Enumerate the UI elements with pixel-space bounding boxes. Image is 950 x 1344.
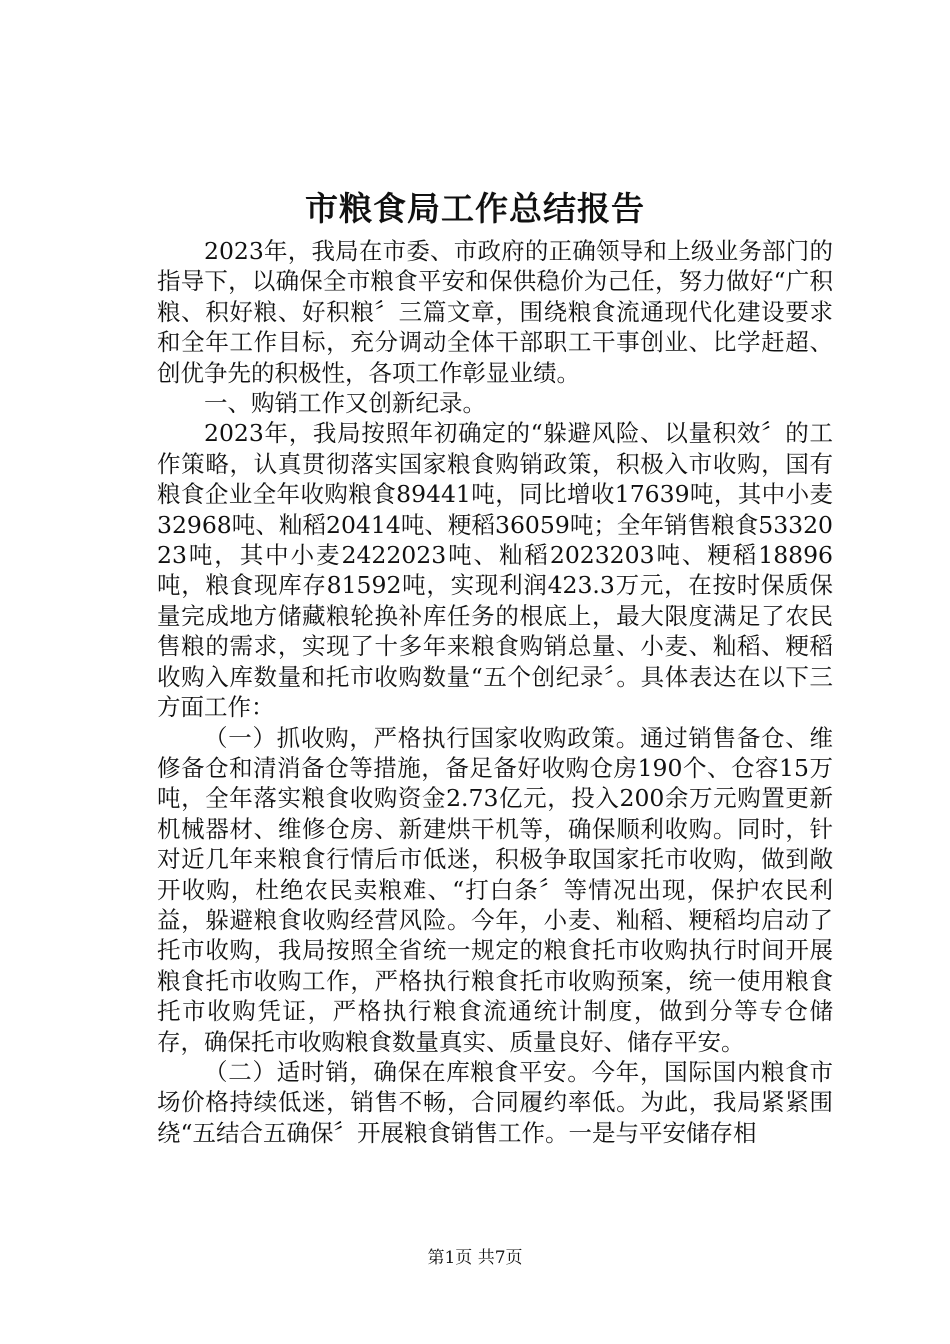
page-number-footer: 第1页 共7页: [427, 1248, 523, 1268]
paragraph-purchase-sales: 2023年，我局按照年初确定的“躲避风险、以量积效〞的工作策略，认真贯彻落实国家粮食购销政策，积极入市收购，国有粮食企业全年收购粮食89441吨，同比增收17639吨，其中小麦32968吨、籼稻20414吨、粳稻36059吨；全年销售粮食5332023吨，其中小麦2422023吨、籼稻2023203吨、粳稻18896吨，粮食现库存81592吨，实现利润423.3万元，在按时保质保量完成地方储藏粮轮换补库任务的根底上，最大限度满足了农民售粮的需求，实现了十多年来粮食购销总量、小麦、籼稻、粳稻收购入库数量和托市收购数量“五个创纪录〞。具体表达在以下三方面工作：: [157, 419, 833, 722]
paragraph-subsection-1: （一）抓收购，严格执行国家收购政策。通过销售备仓、维修备仓和清消备仓等措施，备足备好收购仓房190个、仓容15万吨，全年落实粮食收购资金2.73亿元，投入200余万元购置更新机械器材、维修仓房、新建烘干机等，确保顺利收购。同时，针对近几年来粮食行情后市低迷，积极争取国家托市收购，做到敞开收购，杜绝农民卖粮难、“打白条〞等情况出现，保护农民利益，躲避粮食收购经营风险。今年，小麦、籼稻、粳稻均启动了托市收购，我局按照全省统一规定的粮食托市收购执行时间开展粮食托市收购工作，严格执行粮食托市收购预案，统一使用粮食托市收购凭证，严格执行粮食流通统计制度，做到分等专仓储存，确保托市收购粮食数量真实、质量良好、储存平安。: [157, 723, 833, 1056]
paragraph-intro: 2023年，我局在市委、市政府的正确领导和上级业务部门的指导下，以确保全市粮食平安和保供稳价为己任，努力做好“广积粮、积好粮、好积粮〞三篇文章，围绕粮食流通现代化建设要求和全年工作目标，充分调动全体干部职工干事创业、比学赶超、创优争先的积极性，各项工作彰显业绩。: [157, 237, 833, 387]
document-title: 市粮食局工作总结报告: [305, 189, 645, 228]
document-body: [157, 236, 833, 1148]
section-heading-purchase-sales: 一、购销工作又创新纪录。: [204, 389, 486, 418]
paragraph-subsection-2: （二）适时销，确保在库粮食平安。今年，国际国内粮食市场价格持续低迷，销售不畅，合同履约率低。为此，我局紧紧围绕“五结合五确保〞开展粮食销售工作。一是与平安储存相: [157, 1057, 833, 1147]
